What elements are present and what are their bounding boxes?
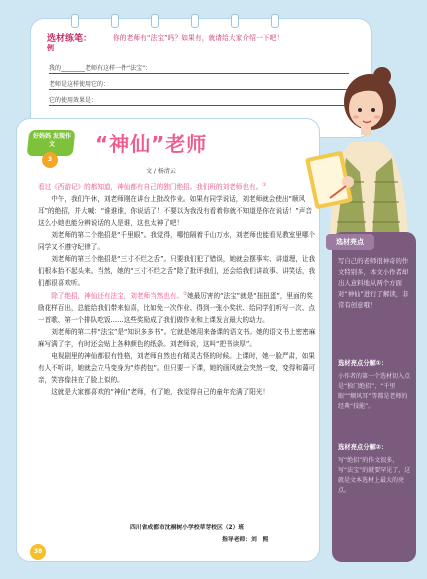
binder-hole [191,14,199,28]
page-number: 38 [30,544,46,560]
article-body [38,180,316,398]
paragraph-1: 看过《西游记》的都知道，神仙都有自己的独门绝招。我们班的刘老师也有。① [38,183,267,192]
paragraph-6: 刘老师的第二样“法宝”是“知识多多书”。它就是她用来备课的语文书。她的语文书上密密麻麻写满了字，有时还会贴上各种颜色的纸条。刘老师说，这叫“把书读厚”。 [38,328,316,349]
sidebar-heading-1: 选材亮点分解①： [338,360,388,367]
article-byline: 文 / 杨清云 [146,168,176,175]
binder-hole [271,14,279,28]
tag-text: 好妈妈 发现作文 [32,133,72,148]
paragraph-3: 刘老师的第二个绝招是“千里眼”。我觉得，哪怕隔着千山万水，刘老师也能看见教室里哪个同学又不遵守纪律了。 [38,231,316,252]
exercise-line-3: 它的使用效果是： [49,95,349,106]
exercise-example-label: 例 [47,44,54,52]
paragraph-4: 刘老师的第三个绝招是“三寸不烂之舌”。只要我们犯了错误，她就会摆事实、讲道理，让我们根本抬不起头来。当然，她的“三寸不烂之舌”除了批评我们，还会给我们讲故事、讲笑话，我们都很喜欢听。 [38,255,316,288]
section-tag [28,130,74,166]
sidebar-tag: 选材亮点 [326,234,374,250]
sidebar-point-2: 写“绝招”的作文很多，写“法宝”的就要罕见了，这就是文本选材上最大的亮点。 [338,457,411,494]
teacher-illustration [300,62,420,237]
binder-hole [231,14,239,28]
author-school: 四川省成都市沈桐树小学校草芽校区（2）班 [130,525,245,531]
binder-hole [71,14,79,28]
tag-number: 3 [42,152,58,168]
exercise-line-2: 老师是这样使用它的： [49,79,349,90]
exercise-line-1: 我的________老师有这样一件“法宝”： [49,63,349,74]
exercise-label: 选材练笔： [47,34,93,44]
exercise-question: 你的老师有“法宝”吗？如果有，就请给大家介绍一下吧！ [113,34,284,42]
paragraph-7: 电视剧里的神仙都很有性格，刘老师自然也有精灵古怪的时候。上课时，她一脸严肃，如果有人不听讲，她就会立马变身为“炸药包”。但只要一下课，她的画风就会突然一变，变得和蔼可亲，笑容像挂在了脸上似的。 [38,352,316,385]
binder-hole [151,14,159,28]
paragraph-8: 这就是大家都喜欢的“神仙”老师，有了她，我觉得自己的童年充满了阳光！ [51,388,270,397]
paragraph-5: 除了绝招，神仙还有法宝，刘老师当然也有。②她最厉害的“法宝”就是“扭扭蛋”，里面的奖励花样百出，总能给我们带来惊喜，比如免一次作业、得到一张小奖状、给同学们听写一次、点一首歌、第一个排队吃饭……这些奖励成了我们做作业和上课发言最大的动力。 [38,292,315,325]
sidebar-intro: 写自己的老师很神奇的作文特别多，本文小作者却出人意料地从两个方面对“神仙”进行了解读，非常有创意哦！ [338,257,409,309]
sidebar-heading-2: 选材亮点分解②： [338,444,388,451]
instructor: 指导老师：刘 熙 [222,537,269,543]
article-title: “神仙”老师 [95,132,208,156]
sidebar-point-1: 小作者的第一个选材切入点是“独门绝招”，“千里眼”“顺风耳”等都是老师的经典“技能”。 [338,373,411,410]
paragraph-2: 中午，我们午休，刘老师刚在讲台上批改作业。如果有同学说话，刘老师就会使出“顺风耳”的绝招，并大喊：“谁谁谁，你说话了！不要以为我没有看着你就不知道是你在说话！”声音这么小她也能分辨说话的人是谁，这也太神了吧！ [38,195,312,228]
binder-hole [111,14,119,28]
